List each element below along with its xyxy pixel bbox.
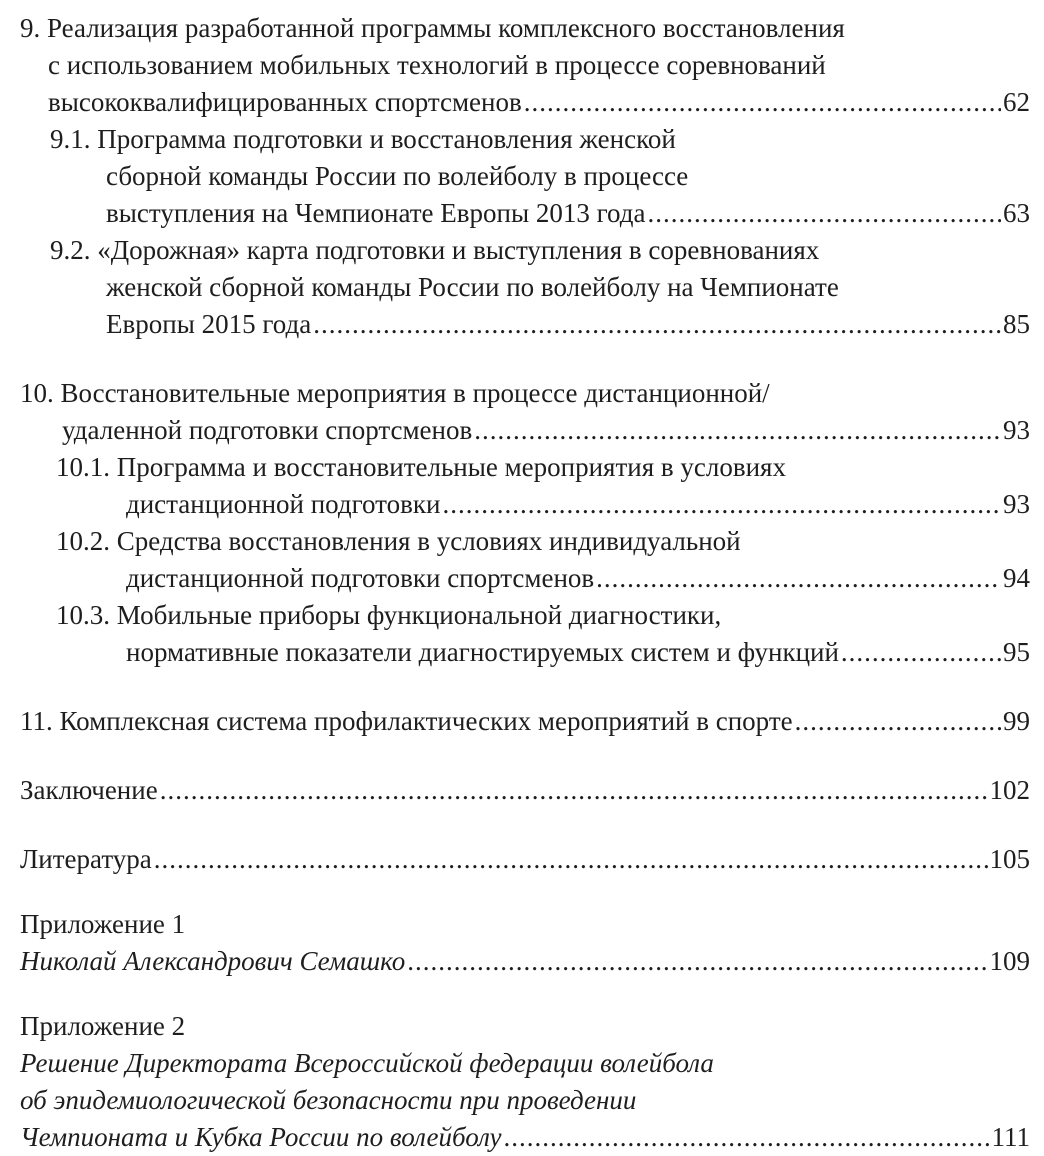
- toc-entry-last-line: [56, 486, 1030, 523]
- toc-entry-9: [20, 10, 1030, 121]
- toc-entry-title-line: дистанционной подготовки: [126, 489, 441, 519]
- toc-entry-title-line: Заключение: [20, 775, 158, 805]
- toc-entry-last-line: [56, 634, 1030, 671]
- toc-entry-last-line: [20, 943, 1030, 980]
- toc-entry-title-line: Литература: [20, 844, 152, 874]
- toc-entry-10-1: [20, 449, 1030, 523]
- dot-leader: [154, 841, 988, 878]
- toc-entry-title-line: удаленной подготовки спортсменов: [62, 415, 473, 445]
- dot-leader: [407, 943, 987, 980]
- toc-entry-title-line: сборной команды России по волейболу в процессе: [106, 161, 689, 191]
- toc-entry-title-line: Николай Александрович Семашко: [20, 946, 406, 976]
- toc-entry-11: [20, 703, 1030, 740]
- toc-entry-title-line: Решение Директората Всероссийской федерации волейбола: [20, 1048, 714, 1078]
- toc-entry-last-line: [20, 772, 1030, 809]
- toc-entry-title-line: 10.2. Средства восстановления в условиях индивидуальной: [56, 526, 741, 556]
- toc-entry-title-line: женской сборной команды России по волейболу на Чемпионате: [106, 272, 839, 302]
- dot-leader: [795, 703, 1001, 740]
- toc-entry-last-line: [20, 1119, 1030, 1156]
- toc-entry-appendix-2: [20, 1008, 1030, 1156]
- page-number: 95: [1003, 637, 1030, 667]
- dot-leader: [524, 84, 1001, 121]
- toc-entry-9-2: [20, 232, 1030, 343]
- toc-entry-title-line: нормативные показатели диагностируемых систем и функций: [126, 637, 839, 667]
- page-number: 63: [1003, 198, 1030, 228]
- dot-leader: [503, 1119, 989, 1156]
- toc-entry-last-line: [56, 560, 1030, 597]
- dot-leader: [442, 486, 1001, 523]
- appendix-heading: Приложение 1: [20, 909, 186, 939]
- toc-entry-title-line: 11. Комплексная система профилактических мероприятий в спорте: [20, 706, 793, 736]
- toc-entry-title-line: дистанционной подготовки спортсменов: [126, 563, 595, 593]
- toc-entry-title-line: Европы 2015 года: [106, 309, 312, 339]
- toc-entry-title-line: Чемпионата и Кубка России по волейболу: [20, 1122, 502, 1152]
- page-number: 111: [991, 1122, 1030, 1152]
- toc-entry-last-line: [20, 703, 1030, 740]
- toc-entry-literature: [20, 841, 1030, 878]
- toc-entry-last-line: [50, 306, 1030, 343]
- toc-entry-10: [20, 375, 1030, 449]
- dot-leader: [647, 195, 1001, 232]
- toc-entry-10-3: [20, 597, 1030, 671]
- dot-leader: [474, 412, 1001, 449]
- dot-leader: [313, 306, 1001, 343]
- toc-entry-conclusion: [20, 772, 1030, 809]
- dot-leader: [596, 560, 1001, 597]
- page-number: 62: [1003, 87, 1030, 117]
- toc-entry-title-line: выступления на Чемпионате Европы 2013 года: [106, 198, 646, 228]
- toc-entry-appendix-1: [20, 906, 1030, 980]
- page-number: 105: [989, 844, 1030, 874]
- toc-entry-last-line: [50, 195, 1030, 232]
- toc-entry-title-line: 9.1. Программа подготовки и восстановления женской: [50, 124, 676, 154]
- toc-entry-last-line: [20, 412, 1030, 449]
- page-number: 85: [1003, 309, 1030, 339]
- toc-entry-title-line: 9.2. «Дорожная» карта подготовки и выступления в соревнованиях: [50, 235, 820, 265]
- toc-entry-title-line: высококвалифицированных спортсменов: [48, 87, 522, 117]
- toc-entry-title-line: 10. Восстановительные мероприятия в процессе дистанционной/: [20, 378, 770, 408]
- page-number: 109: [989, 946, 1030, 976]
- page-number: 93: [1003, 489, 1030, 519]
- toc-entry-9-1: [20, 121, 1030, 232]
- page-number: 94: [1003, 563, 1030, 593]
- appendix-heading: Приложение 2: [20, 1011, 186, 1041]
- toc-entry-title-line: 10.3. Мобильные приборы функциональной диагностики,: [56, 600, 722, 630]
- page-number: 93: [1003, 415, 1030, 445]
- toc-entry-10-2: [20, 523, 1030, 597]
- page-number: 99: [1003, 706, 1030, 736]
- toc-entry-title-line: 10.1. Программа и восстановительные мероприятия в условиях: [56, 452, 786, 482]
- table-of-contents: [20, 10, 1030, 1156]
- toc-entry-title-line: с использованием мобильных технологий в процессе соревнований: [48, 50, 826, 80]
- dot-leader: [841, 634, 1001, 671]
- toc-entry-last-line: [20, 84, 1030, 121]
- dot-leader: [160, 772, 988, 809]
- toc-entry-title-line: об эпидемиологической безопасности при проведении: [20, 1085, 637, 1115]
- toc-entry-last-line: [20, 841, 1030, 878]
- page-number: 102: [989, 775, 1030, 805]
- toc-entry-title-line: 9. Реализация разработанной программы комплексного восстановления: [20, 13, 845, 43]
